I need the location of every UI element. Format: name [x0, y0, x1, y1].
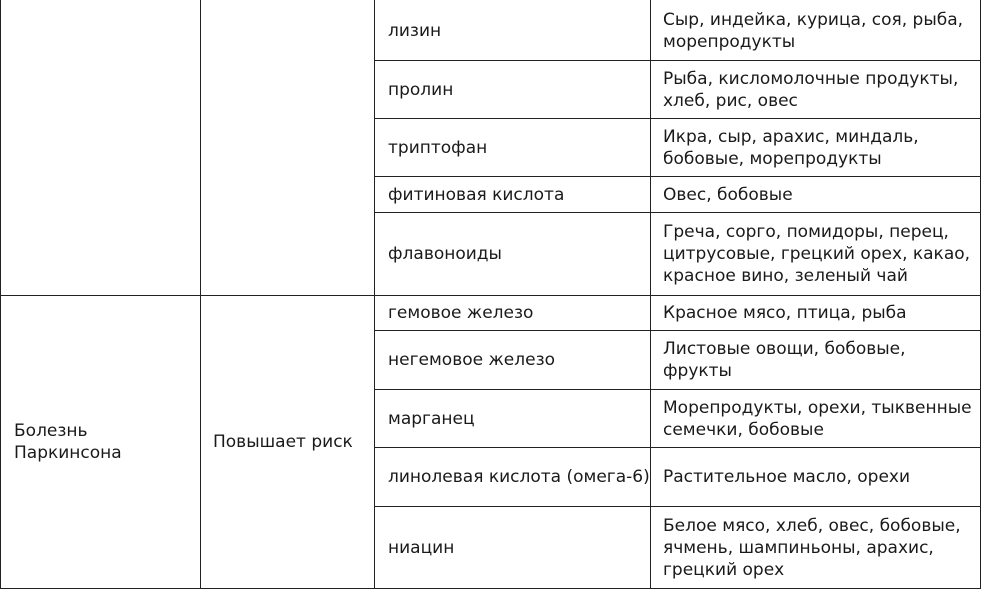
nutrient-cell	[374, 213, 650, 295]
nutrient-name: ниацин	[388, 537, 455, 558]
disease-cell	[0, 0, 200, 295]
nutrient-name: лизин	[388, 20, 442, 41]
sources-cell	[650, 390, 982, 447]
disease-name: Болезнь Паркинсона	[14, 421, 122, 463]
nutrient-name: триптофан	[388, 137, 488, 158]
food-sources: Морепродукты, орехи, тыквенные семечки, бобовые	[663, 397, 972, 440]
nutrient-name: марганец	[388, 408, 475, 429]
nutrient-cell	[374, 507, 650, 588]
nutrient-name: гемовое железо	[388, 303, 534, 323]
effect-cell	[200, 0, 374, 295]
nutrient-cell	[374, 390, 650, 447]
sources-cell	[650, 1, 982, 60]
disease-cell	[0, 296, 200, 588]
nutrient-cell	[374, 119, 650, 176]
nutrient-name: линолевая кислота (омега-6)	[388, 467, 650, 487]
effect-cell	[200, 296, 374, 588]
food-sources: Рыба, кисломолочные продукты, хлеб, рис, овес	[663, 68, 959, 111]
food-sources: Сыр, индейка, курица, соя, рыба, морепродукты	[663, 9, 964, 52]
nutrient-name: негемовое железо	[388, 350, 556, 370]
sources-cell	[650, 296, 982, 330]
food-sources: Греча, сорго, помидоры, перец, цитрусовые, грецкий орех, какао, красное вино, зеленый чай	[663, 222, 971, 286]
sources-cell	[650, 213, 982, 295]
nutrient-cell	[374, 331, 650, 389]
effect-text: Повышает риск	[213, 432, 353, 452]
food-sources: Листовые овощи, бобовые, фрукты	[663, 339, 906, 381]
sources-cell	[650, 177, 982, 212]
nutrient-name: пролин	[388, 79, 454, 100]
nutrient-cell	[374, 296, 650, 330]
food-sources: Растительное масло, орехи	[663, 467, 911, 487]
sources-cell	[650, 61, 982, 118]
nutrient-cell	[374, 177, 650, 212]
food-sources: Икра, сыр, арахис, миндаль, бобовые, морепродукты	[663, 126, 919, 169]
nutrient-name: фитиновая кислота	[388, 184, 565, 205]
nutrient-name: флавоноиды	[388, 244, 502, 264]
sources-cell	[650, 448, 982, 506]
nutrient-cell	[374, 1, 650, 60]
nutrient-cell	[374, 61, 650, 118]
sources-cell	[650, 507, 982, 588]
sources-cell	[650, 331, 982, 389]
sources-cell	[650, 119, 982, 176]
food-sources: Белое мясо, хлеб, овес, бобовые, ячмень, шампиньоны, арахис, грецкий орех	[663, 515, 961, 580]
food-sources: Красное мясо, птица, рыба	[663, 303, 907, 323]
food-sources: Овес, бобовые	[663, 184, 793, 205]
nutrient-cell	[374, 448, 650, 506]
